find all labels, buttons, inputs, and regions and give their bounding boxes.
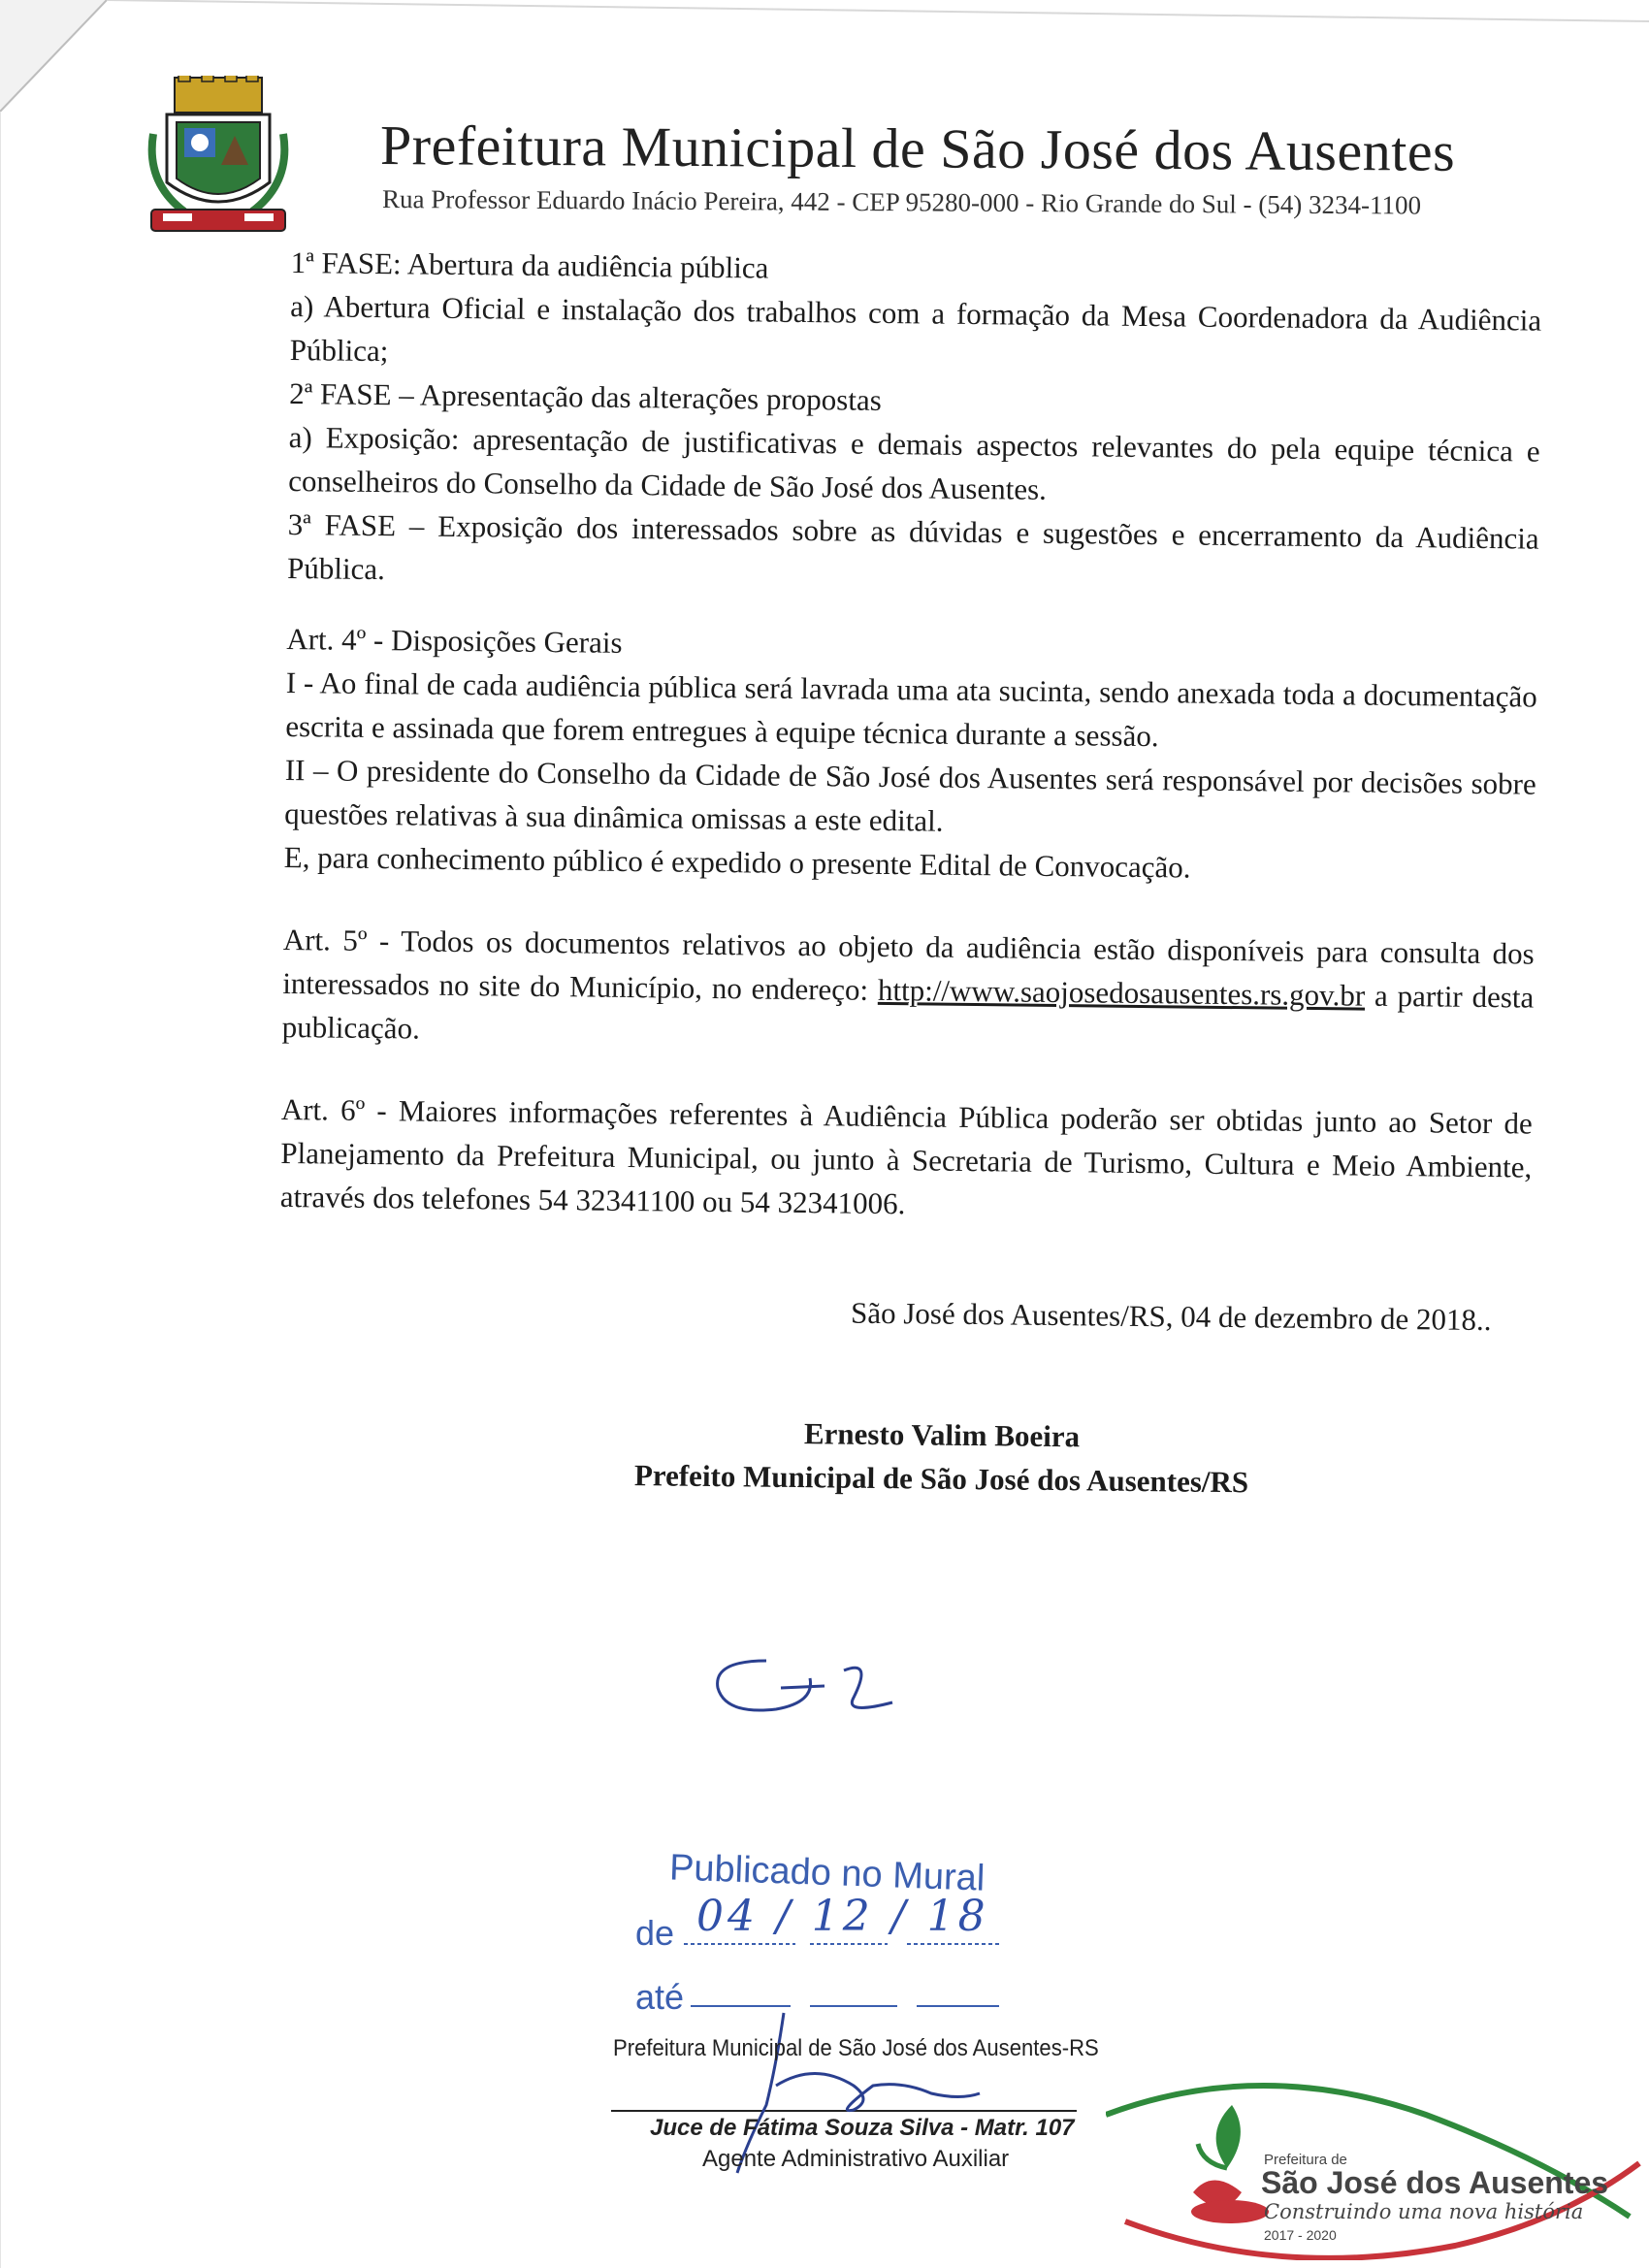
stamp-organization: Prefeitura Municipal de São José dos Ausentes-RS (613, 2035, 1099, 2061)
signer-role: Prefeito Municipal de São José dos Ausentes/RS (633, 1458, 1249, 1500)
article-5-suffix: a partir desta publicação. (281, 978, 1535, 1046)
phase-1-heading: 1ª FASE: Abertura da audiência pública (290, 244, 769, 285)
phase-3-paragraph: 3ª FASE – Exposição dos interessados sobre as dúvidas e sugestões e encerramento da Audiência Pública. (286, 506, 1539, 587)
article-4-title: Art. 4º - Disposições Gerais (286, 621, 623, 660)
article-4-closing: E, para conhecimento público é expedido o presente Edital de Convocação. (283, 839, 1191, 885)
article-5-text: Art. 5º - Todos os documentos relativos ao objeto da audiência estão disponíveis para consulta dos interessados no site do Município, no endereço: (282, 922, 1535, 1007)
phase-2-heading: 2ª FASE – Apresentação das alterações propostas (289, 375, 882, 417)
stamp-handwritten-date: 04 / 12 / 18 (696, 1892, 989, 1941)
logo-name: São José dos Ausentes (1261, 2165, 1609, 2200)
stamp-clerk-name: Juce de Fátima Souza Silva - Matr. 107 (650, 2115, 1075, 2141)
article-4-item-ii: II – O presidente do Conselho da Cidade de São José dos Ausentes será responsável por decisões sobre questões relativas à sua dinâmica omissas a este edital. (284, 752, 1536, 838)
website-link[interactable]: http://www.saojosedosausentes.rs.gov.br (877, 972, 1366, 1013)
date-line: São José dos Ausentes/RS, 04 de dezembro de 2018.. (850, 1295, 1492, 1338)
logo-years: 2017 - 2020 (1264, 2227, 1337, 2243)
stamp-from-label: de (635, 1913, 675, 1953)
stamp-title: Publicado no Mural (668, 1847, 986, 1899)
logo-tagline: Construindo uma nova história (1264, 2200, 1584, 2223)
stamp-clerk-role: Agente Administrativo Auxiliar (702, 2146, 1010, 2172)
page-header-address: Rua Professor Eduardo Inácio Pereira, 442 - CEP 95280-000 - Rio Grande do Sul - (54) 3234-1100 (381, 184, 1422, 220)
article-6-paragraph: Art. 6º - Maiores informações referentes à Audiência Pública poderão ser obtidas junto ao Setor de Planejamento da Prefeitura Municipal, ou junto à Secretaria de Turismo, Cultura e Meio Ambiente, através dos telefones 54 32341100 ou 54 32341006. (279, 1091, 1533, 1221)
phase-2-item: a) Exposição: apresentação de justificativas e demais aspectos relevantes do pela equipe técnica e conselheiros do Conselho da Cidade de São José dos Ausentes. (287, 419, 1540, 506)
logo-prefix: Prefeitura de (1264, 2152, 1347, 2168)
signer-name: Ernesto Valim Boeira (803, 1416, 1081, 1454)
article-4-item-i: I - Ao final de cada audiência pública será lavrada uma ata sucinta, sendo anexada toda a documentação escrita e assinada que forem entregues à equipe técnica durante a sessão. (285, 664, 1537, 754)
stamp-until-label: até (635, 1977, 685, 2017)
phase-1-item: a) Abertura Oficial e instalação dos trabalhos com a formação da Mesa Coordenadora da Audiência Pública; (289, 288, 1542, 369)
page-header-title: Prefeitura Municipal de São José dos Ausentes (379, 113, 1456, 183)
